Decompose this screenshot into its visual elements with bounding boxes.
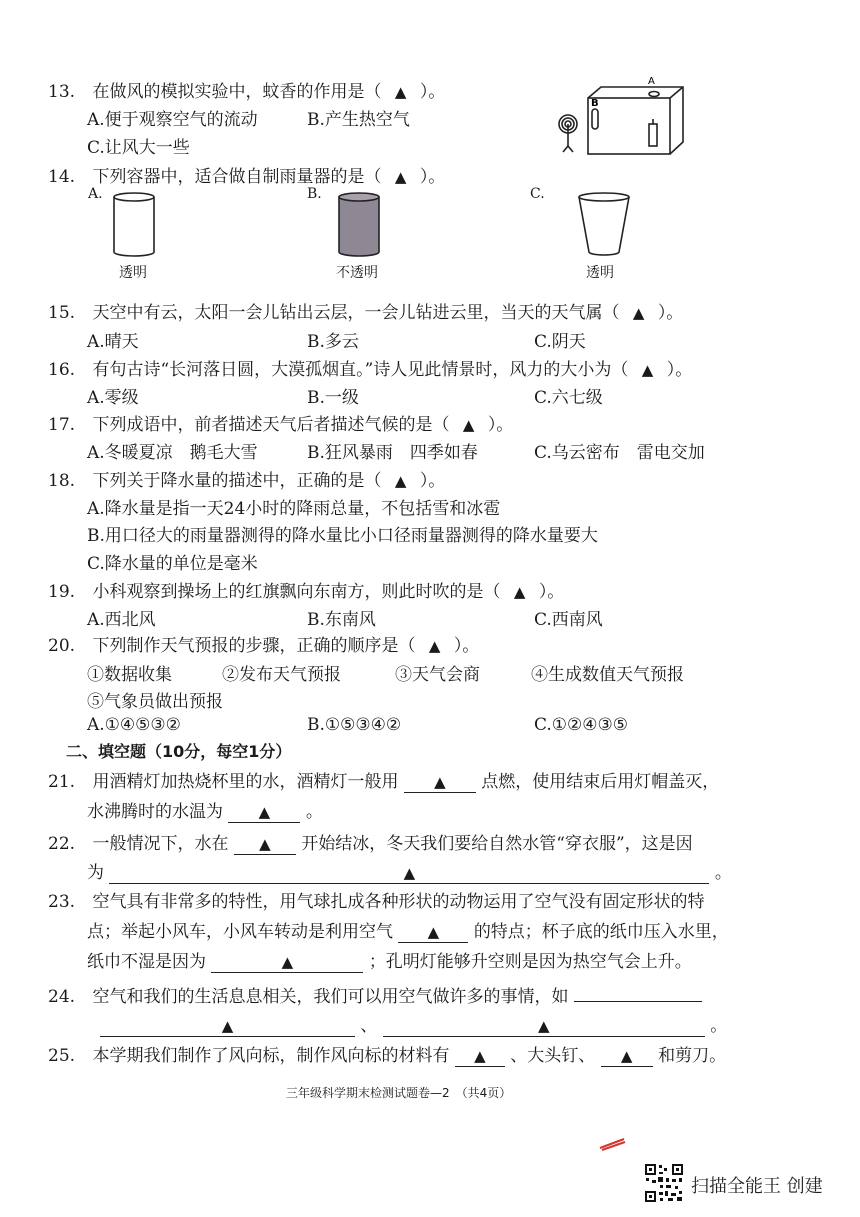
question-20 xyxy=(48,631,479,656)
answer-blank[interactable]: ▲ xyxy=(398,922,468,943)
red-pen-mark xyxy=(598,1136,628,1152)
transparent-cup xyxy=(574,190,634,262)
question-25 xyxy=(48,1041,726,1067)
question-text: 一般情况下，水在 xyxy=(92,834,229,854)
option-b: B.①⑤③④② xyxy=(307,715,402,735)
step-5: ⑤气象员做出预报 xyxy=(87,692,223,712)
question-19 xyxy=(48,577,564,602)
question-stem: 下列制作天气预报的步骤，正确的顺序是（ xyxy=(92,636,416,656)
question-number: 15. xyxy=(48,303,76,323)
question-text: 纸巾不湿是因为 xyxy=(87,952,206,972)
option-b: B.产生热空气 xyxy=(307,110,410,130)
question-text: 的特点；杯子底的纸巾压入水里， xyxy=(473,922,729,942)
question-21 xyxy=(48,767,719,793)
question-number: 14. xyxy=(48,167,76,187)
answer-triangle: ▲ xyxy=(462,416,475,434)
answer-triangle: ▲ xyxy=(394,168,407,186)
option-b: B.狂风暴雨 四季如春 xyxy=(307,443,478,463)
step-1: ①数据收集 xyxy=(87,665,172,685)
question-text: 点；举起小风车，小风车转动是利用空气 xyxy=(87,922,393,942)
question-24 xyxy=(48,981,702,1007)
step-4: ④生成数值天气预报 xyxy=(531,665,684,685)
option-b: B. xyxy=(307,186,322,202)
transparent-cylinder xyxy=(108,190,160,262)
question-number: 20. xyxy=(48,636,76,656)
option-c: C.阴天 xyxy=(534,332,586,352)
scanner-watermark: 扫描全能王 创建 xyxy=(691,1176,823,1197)
option-a: A.零级 xyxy=(87,388,139,408)
question-stem: 下列成语中，前者描述天气后者描述气候的是（ xyxy=(92,415,450,435)
caption-transparent: 透明 xyxy=(119,265,147,281)
answer-triangle: ▲ xyxy=(428,637,441,655)
wind-experiment-figure xyxy=(555,74,700,160)
question-stem-end: ）。 xyxy=(453,636,480,656)
question-stem: 有句古诗“长河落日圆，大漠孤烟直。”诗人见此情景时，风力的大小为（ xyxy=(92,360,629,380)
question-stem-end: ）。 xyxy=(419,167,446,187)
question-stem: 下列容器中，适合做自制雨量器的是（ xyxy=(92,167,382,187)
question-text: 点燃，使用结束后用灯帽盖灭， xyxy=(481,772,720,792)
question-16 xyxy=(48,355,692,380)
option-a: A.降水量是指一天24小时的降雨总量，不包括雪和冰雹 xyxy=(87,499,501,519)
question-text: 空气具有非常多的特性，用气球扎成各种形状的动物运用了空气没有固定形状的特 xyxy=(92,892,705,912)
answer-triangle: ▲ xyxy=(632,304,645,322)
option-a: A. xyxy=(88,186,103,202)
question-stem-end: ）。 xyxy=(666,360,693,380)
caption-transparent-2: 透明 xyxy=(586,265,614,281)
option-b: B.一级 xyxy=(307,388,359,408)
answer-blank[interactable]: ▲ xyxy=(455,1046,505,1067)
option-a: A.冬暖夏凉 鹅毛大雪 xyxy=(87,443,258,463)
answer-blank[interactable]: ▲ xyxy=(404,772,476,793)
question-stem-end: ）。 xyxy=(419,471,446,491)
answer-triangle: ▲ xyxy=(394,472,407,490)
question-stem-end: ）。 xyxy=(419,82,446,102)
question-15 xyxy=(48,298,683,323)
option-c: C.①②④③⑤ xyxy=(534,715,629,735)
question-stem-end: ）。 xyxy=(538,582,565,602)
figure-label-b: B xyxy=(591,98,599,109)
question-13 xyxy=(48,77,445,102)
option-b: B.东南风 xyxy=(307,610,376,630)
question-text: 本学期我们制作了风向标，制作风向标的材料有 xyxy=(92,1046,450,1066)
page-footer: 三年级科学期末检测试题卷—2 （共4页） xyxy=(286,1086,512,1100)
step-3: ③天气会商 xyxy=(395,665,480,685)
step-2: ②发布天气预报 xyxy=(222,665,341,685)
option-a: A.便于观察空气的流动 xyxy=(87,110,258,130)
question-text: 空气和我们的生活息息相关，我们可以用空气做许多的事情，如 xyxy=(92,987,569,1007)
answer-blank[interactable]: ▲ xyxy=(228,802,300,823)
option-b: B.多云 xyxy=(307,332,359,352)
question-text: 。 xyxy=(305,802,323,822)
opaque-cylinder xyxy=(333,190,385,262)
question-text: 和剪刀。 xyxy=(658,1046,727,1066)
option-a: A.晴天 xyxy=(87,332,139,352)
answer-blank[interactable]: ▲ xyxy=(109,863,709,884)
question-text: 、大头钉、 xyxy=(510,1046,596,1066)
answer-blank[interactable]: ▲ xyxy=(601,1046,653,1067)
answer-blank[interactable]: ▲ xyxy=(383,1016,705,1037)
section-heading: 二、填空题（10分，每空1分） xyxy=(66,742,292,761)
option-c: C. xyxy=(530,186,545,202)
answer-triangle: ▲ xyxy=(513,583,526,601)
separator: 、 xyxy=(360,1016,378,1036)
option-c: C.乌云密布 雷电交加 xyxy=(534,443,705,463)
option-a: A.西北风 xyxy=(87,610,156,630)
question-stem: 下列关于降水量的描述中，正确的是（ xyxy=(92,471,382,491)
question-text: ；孔明灯能够升空则是因为热空气会上升。 xyxy=(368,952,692,972)
question-23 xyxy=(48,887,704,912)
qr-code-icon xyxy=(644,1163,684,1203)
question-number: 18. xyxy=(48,471,76,491)
question-number: 24. xyxy=(48,987,76,1007)
option-c: C.六七级 xyxy=(534,388,603,408)
answer-blank[interactable]: ▲ xyxy=(234,834,296,855)
option-c: C.降水量的单位是毫米 xyxy=(87,554,258,574)
question-number: 17. xyxy=(48,415,76,435)
question-22 xyxy=(48,829,693,855)
question-18 xyxy=(48,466,445,491)
question-stem: 天空中有云，太阳一会儿钻出云层，一会儿钻进云里，当天的天气属（ xyxy=(92,303,620,323)
caption-opaque: 不透明 xyxy=(336,265,378,281)
question-22-line2 xyxy=(87,858,732,884)
question-17 xyxy=(48,410,513,435)
question-number: 22. xyxy=(48,834,76,854)
question-number: 16. xyxy=(48,360,76,380)
question-stem: 在做风的模拟实验中，蚊香的作用是（ xyxy=(92,82,382,102)
question-number: 25. xyxy=(48,1046,76,1066)
question-21-line2 xyxy=(87,797,323,823)
question-text: 用酒精灯加热烧杯里的水，酒精灯一般用 xyxy=(92,772,399,792)
option-b: B.用口径大的雨量器测得的降水量比小口径雨量器测得的降水量要大 xyxy=(87,526,598,546)
answer-triangle: ▲ xyxy=(641,361,654,379)
question-stem-end: ）。 xyxy=(657,303,684,323)
option-c: C.西南风 xyxy=(534,610,603,630)
question-23-line2 xyxy=(87,917,729,943)
answer-blank[interactable]: ▲ xyxy=(211,952,363,973)
option-c: C.让风大一些 xyxy=(87,138,190,158)
answer-triangle: ▲ xyxy=(394,83,407,101)
question-text: 。 xyxy=(714,863,732,883)
question-number: 13. xyxy=(48,82,76,102)
question-text: 。 xyxy=(710,1016,728,1036)
question-number: 21. xyxy=(48,772,76,792)
question-text: 开始结冰，冬天我们要给自然水管“穿衣服”，这是因 xyxy=(301,834,693,854)
option-a: A.①④⑤③② xyxy=(87,715,181,735)
question-number: 23. xyxy=(48,892,76,912)
answer-blank-start[interactable] xyxy=(574,981,702,1002)
question-23-line3 xyxy=(87,947,692,973)
question-text: 水沸腾时的水温为 xyxy=(87,802,223,822)
answer-blank[interactable]: ▲ xyxy=(100,1016,355,1037)
question-number: 19. xyxy=(48,582,76,602)
question-text: 为 xyxy=(87,863,104,883)
question-stem: 小科观察到操场上的红旗飘向东南方，则此时吹的是（ xyxy=(92,582,501,602)
question-stem-end: ）。 xyxy=(487,415,514,435)
question-24-line2 xyxy=(100,1011,727,1037)
figure-label-a: A xyxy=(648,76,655,87)
question-14 xyxy=(48,162,445,187)
